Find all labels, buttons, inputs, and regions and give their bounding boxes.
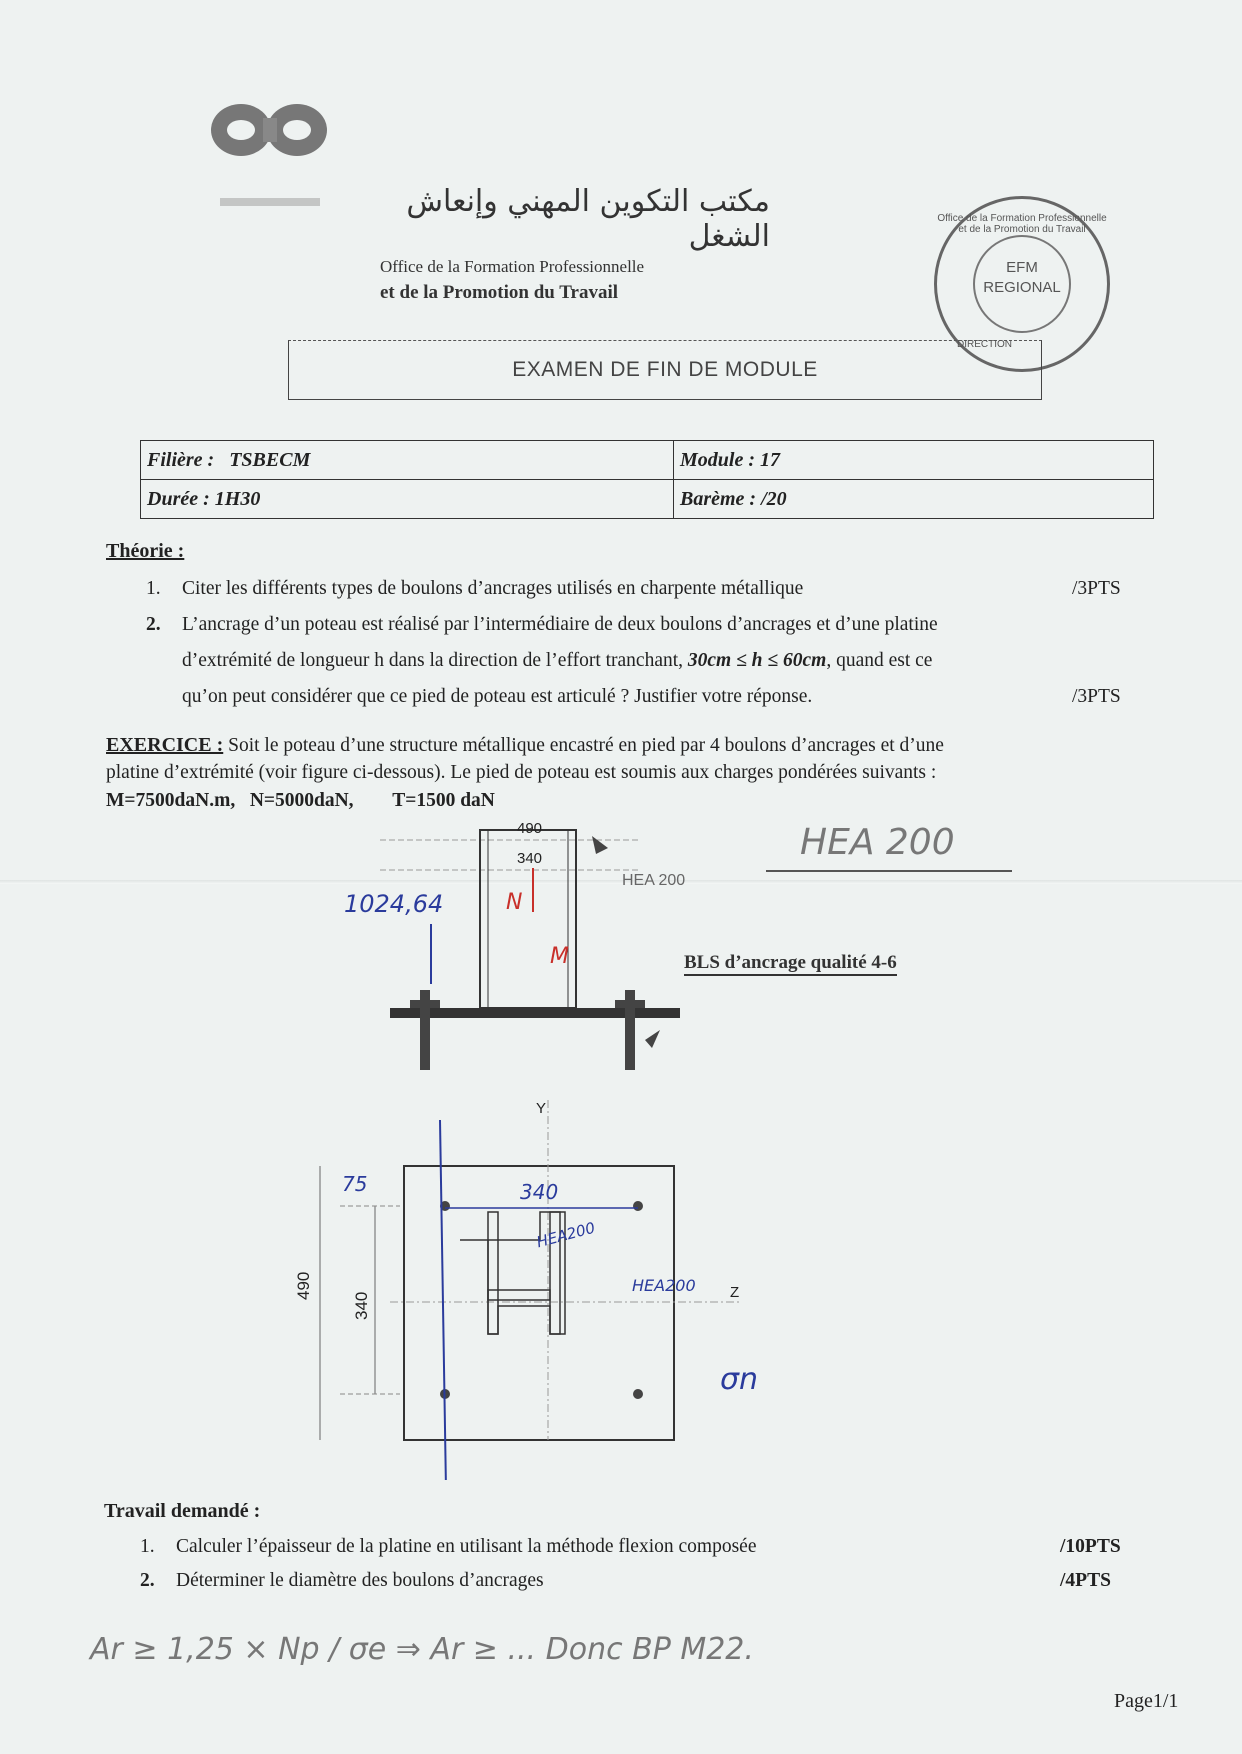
exercice-loads: M=7500daN.m, N=5000daN, T=1500 daN <box>106 790 495 811</box>
handwritten-75: 75 <box>342 1172 368 1196</box>
office-line1: Office de la Formation Professionnelle <box>380 257 645 276</box>
arabic-office-name: مكتب التكوين المهني وإنعاش الشغل <box>406 184 770 254</box>
logo-underline <box>220 198 320 206</box>
handwritten-M: M <box>550 944 569 969</box>
handwritten-hea200: HEA 200 <box>800 822 955 863</box>
exam-info-table <box>140 440 1154 519</box>
theorie-q2-points: /3PTS <box>1072 686 1121 707</box>
anchor-bolts-label: BLS d’ancrage qualité 4-6 <box>684 952 897 976</box>
page-number: Page1/1 <box>1114 1690 1179 1712</box>
base-plate-plan <box>300 1100 800 1480</box>
theorie-q1-number: 1. <box>146 578 161 599</box>
dim-340-side: 340 <box>352 1291 371 1320</box>
travail-t2-points: /4PTS <box>1060 1570 1111 1591</box>
stamp-line1: EFM <box>1006 259 1038 276</box>
exercice-heading: EXERCICE : <box>106 734 224 756</box>
theorie-q2-line2: d’extrémité de longueur h dans la direction de l’effort tranchant, 30cm ≤ h ≤ 60cm, quand est ce <box>182 650 933 671</box>
theorie-heading: Théorie : <box>106 540 185 562</box>
travail-t1-text: Calculer l’épaisseur de la platine en utilisant la méthode flexion composée <box>176 1536 757 1557</box>
travail-heading: Travail demandé : <box>104 1500 261 1522</box>
dim-340-top: 340 <box>517 850 543 867</box>
office-name <box>380 254 644 306</box>
profile-label: HEA 200 <box>622 872 686 889</box>
handwritten-underline <box>766 870 1012 872</box>
ofppt-logo <box>205 92 335 172</box>
theorie-q2-number: 2. <box>146 614 161 635</box>
stamp-line2: REGIONAL <box>983 279 1061 296</box>
duree-cell: Durée : 1H30 <box>141 480 674 519</box>
filiere-cell: Filière : TSBECM <box>141 441 674 480</box>
travail-t2-number: 2. <box>140 1570 155 1591</box>
exercice-line2: platine d’extrémité (voir figure ci-dessous). Le pied de poteau est soumis aux charges pondérées suivants : <box>106 762 937 783</box>
axis-y-label: Y <box>536 1100 547 1117</box>
h-range: 30cm ≤ h ≤ 60cm <box>687 650 827 671</box>
travail-t1-points: /10PTS <box>1060 1536 1121 1557</box>
travail-t1-number: 1. <box>140 1536 155 1557</box>
theorie-q2-line1: L’ancrage d’un poteau est réalisé par l’intermédiaire de deux boulons d’ancrages et d’une platine <box>182 614 938 635</box>
exercice-line1: Soit le poteau d’une structure métallique encastré en pied par 4 boulons d’ancrages et d’une <box>228 735 944 756</box>
exam-title-box <box>288 340 1042 400</box>
dim-490-side: 490 <box>294 1271 313 1300</box>
bareme-cell: Barème : /20 <box>674 480 1154 519</box>
handwritten-340: 340 <box>520 1180 559 1204</box>
theorie-q1-points: /3PTS <box>1072 578 1121 599</box>
module-cell: Module : 17 <box>674 441 1154 480</box>
theorie-q1-text: Citer les différents types de boulons d’ancrages utilisés en charpente métallique <box>182 578 804 599</box>
handwritten-sigma: σn <box>720 1362 759 1397</box>
exam-title: EXAMEN DE FIN DE MODULE <box>512 358 818 381</box>
theorie-q2-line3: qu’on peut considérer que ce pied de poteau est articulé ? Justifier votre réponse. <box>182 686 813 707</box>
handwritten-force: 1024,64 <box>344 890 444 918</box>
handwritten-formula: Ar ≥ 1,25 × Np / σe ⇒ Ar ≥ ... Donc BP M22. <box>90 1632 754 1667</box>
handwritten-hea-inner2: HEA200 <box>632 1276 696 1295</box>
handwritten-N: N <box>506 890 523 915</box>
handwritten-hea-inner1: HEA200 <box>534 1218 597 1252</box>
stamp-bottom-text: DIRECTION <box>957 339 1012 350</box>
N-arrow <box>532 868 534 912</box>
office-line2: et de la Promotion du Travail <box>380 282 619 303</box>
travail-t2-text: Déterminer le diamètre des boulons d’ancrages <box>176 1570 544 1591</box>
dim-490-top: 490 <box>517 820 543 837</box>
force-arrow <box>430 924 432 984</box>
stamp-ring-text: Office de la Formation Professionnelle et de la Promotion du Travail <box>937 213 1107 235</box>
axis-z-label: Z <box>730 1284 740 1301</box>
